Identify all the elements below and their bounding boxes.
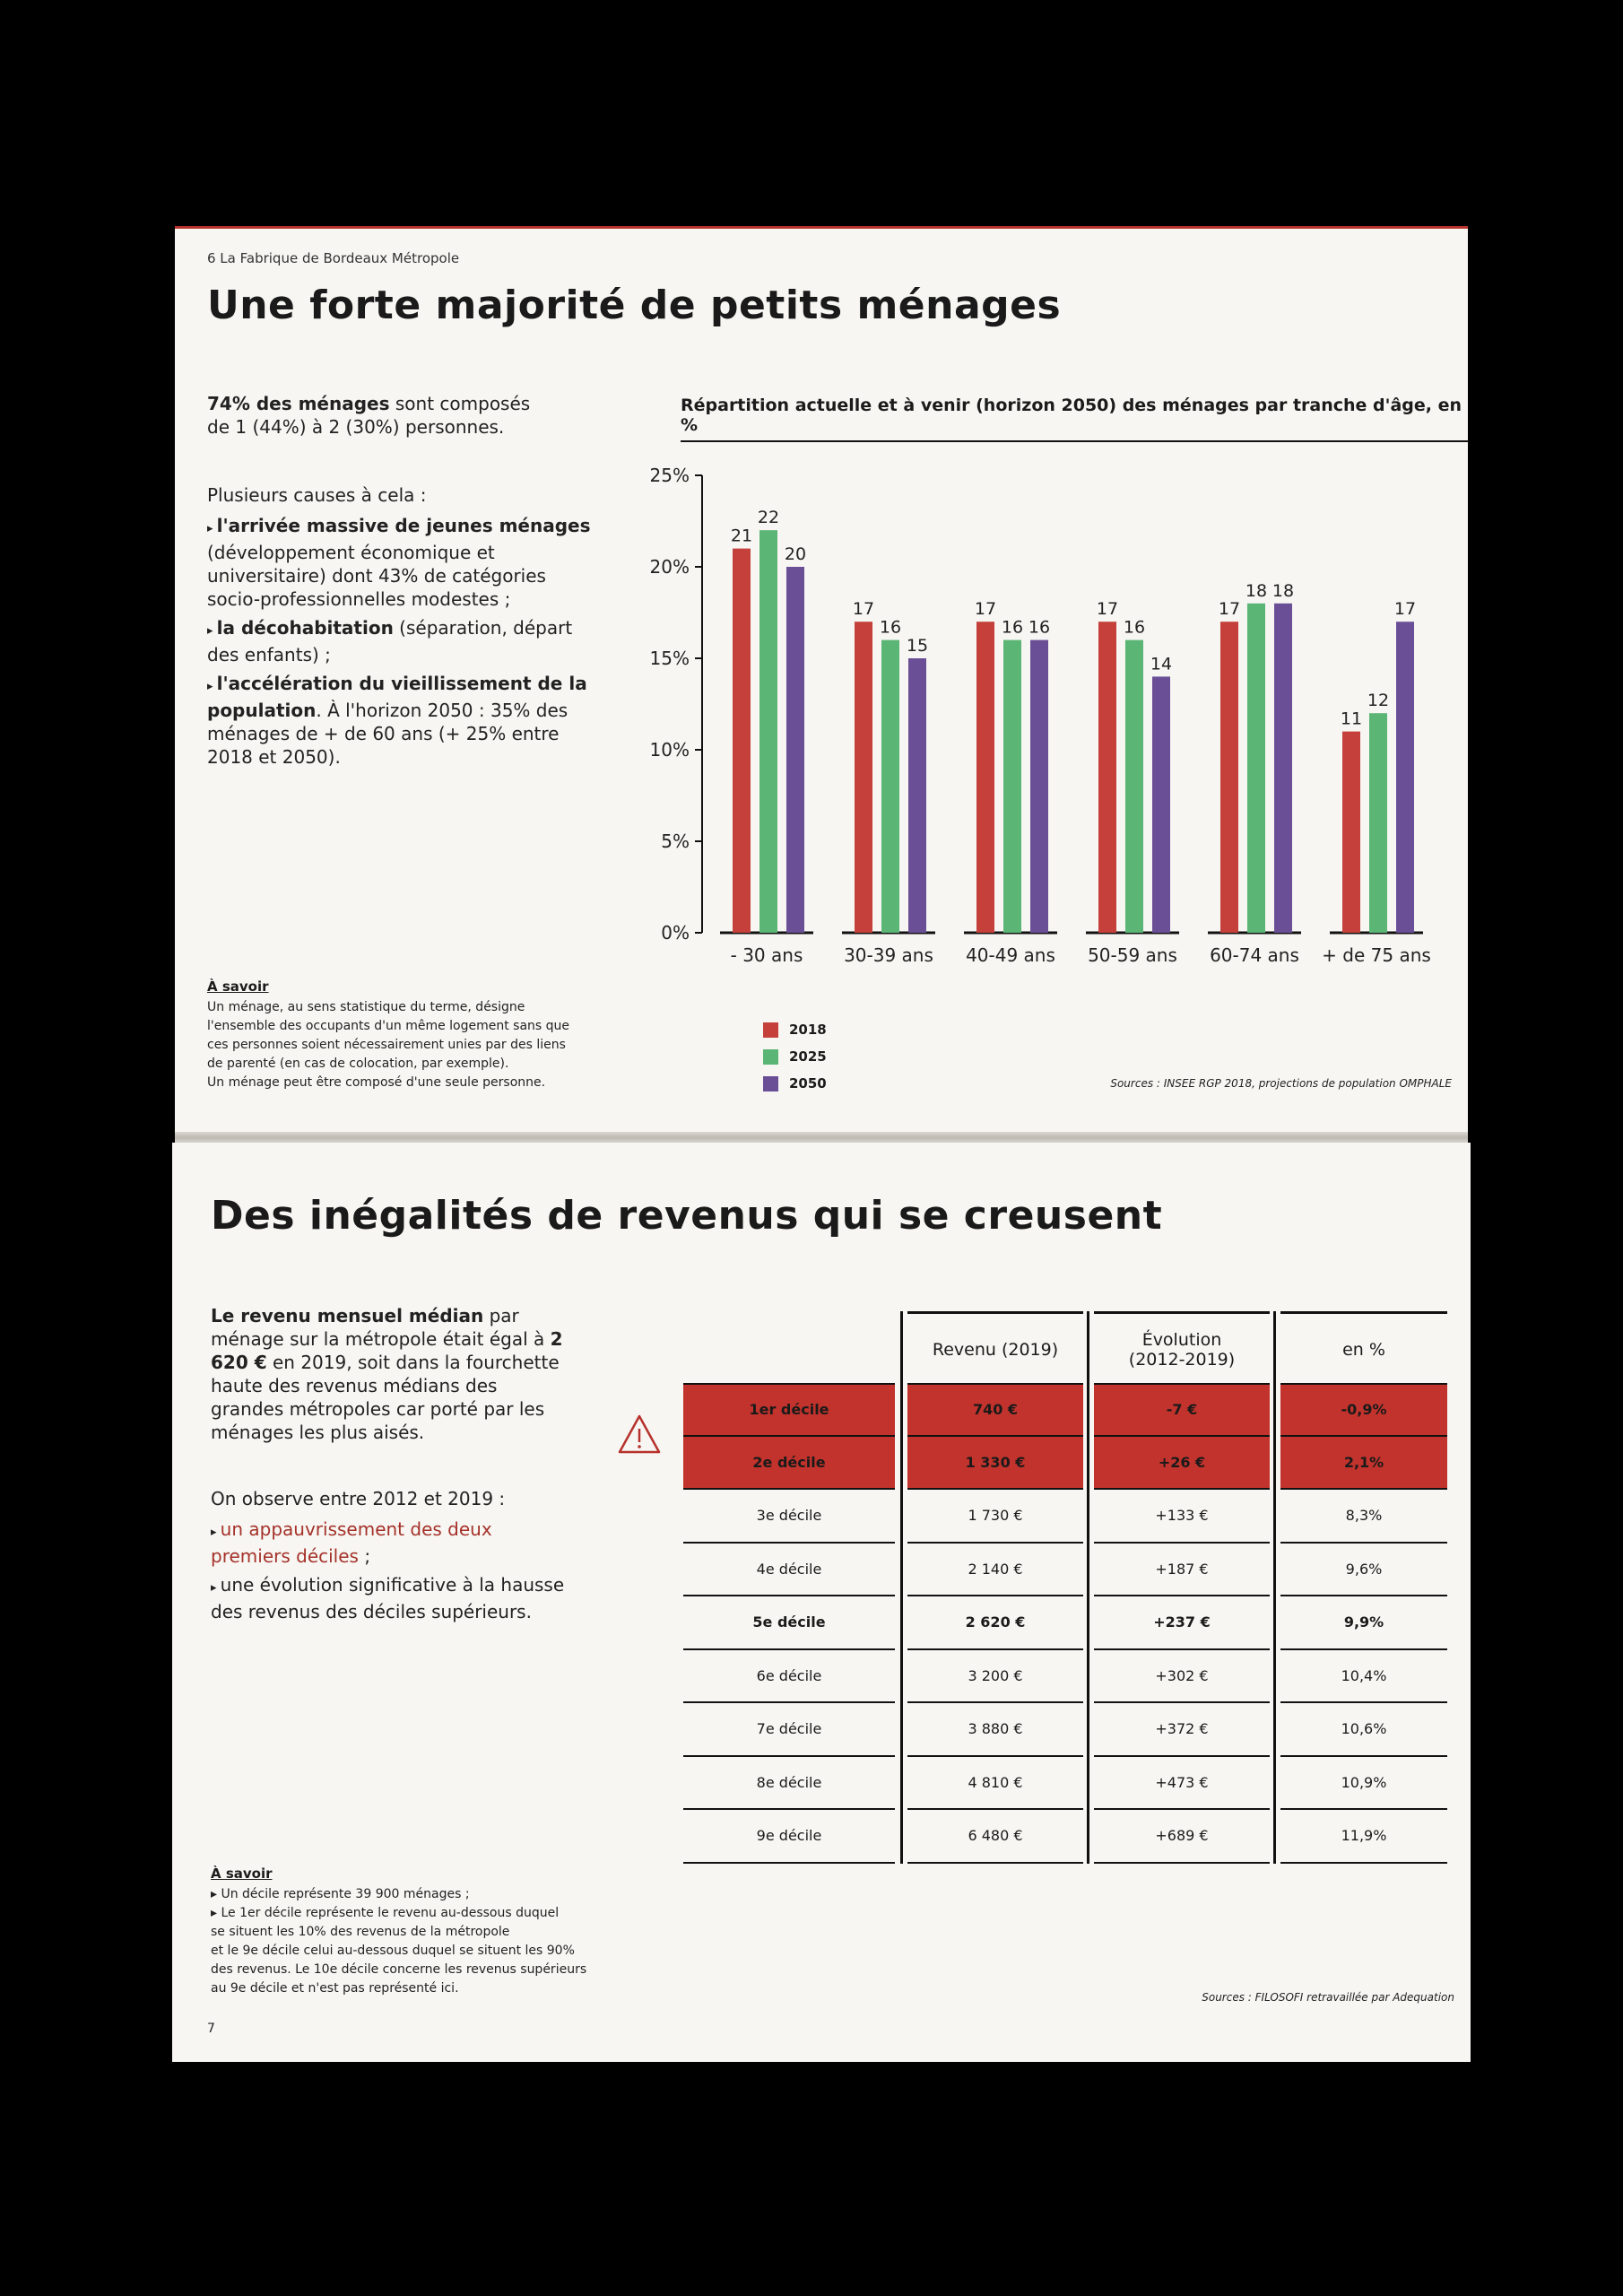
y-tick-label: 15%	[649, 648, 690, 669]
causes-block	[207, 483, 593, 769]
column-divider	[1087, 1311, 1089, 1864]
bar-2025-5	[1369, 713, 1387, 933]
median-paragraph: Le revenu mensuel médian par ménage sur la métropole était égal à 2 620 € en 2019, soit dans la fourchette haute des revenus médians des grandes métropoles car porté par les ménages les plus aisés.	[211, 1305, 563, 1443]
observe-item: ▸ un appauvrissement des deux premiers déciles ;	[211, 1518, 569, 1568]
table-cell-evolution: +26 €	[1094, 1437, 1270, 1491]
table-cell-revenu: 3 200 €	[907, 1650, 1083, 1704]
x-tick-label: 40-49 ans	[966, 944, 1055, 966]
table-cell-revenu: 1 330 €	[907, 1437, 1083, 1491]
column-divider	[900, 1311, 903, 1864]
observe-label: On observe entre 2012 et 2019 :	[211, 1488, 506, 1509]
data-label: 12	[1367, 691, 1390, 711]
data-label: 17	[852, 599, 875, 620]
table-cell-decile: 8e décile	[683, 1757, 895, 1811]
warning-triangle-icon	[617, 1413, 662, 1455]
note-title: À savoir	[211, 1866, 273, 1882]
bar-2025-3	[1125, 640, 1143, 933]
legend-swatch	[763, 1049, 778, 1065]
data-label: 14	[1150, 654, 1173, 674]
bar-2050-3	[1152, 676, 1170, 933]
table-cell-decile: 5e décile	[683, 1596, 895, 1650]
table-cell-revenu: 4 810 €	[907, 1757, 1083, 1811]
table-cell-revenu: 6 480 €	[907, 1810, 1083, 1864]
table-cell-evolution: +302 €	[1094, 1650, 1270, 1704]
table-cell-decile: 2e décile	[683, 1437, 895, 1491]
table-cell-pct: -0,9%	[1280, 1383, 1447, 1437]
legend-item-2025: 2025	[763, 1048, 827, 1065]
data-label: 11	[1340, 709, 1363, 729]
chart-source: Sources : INSEE RGP 2018, projections de population OMPHALE	[1110, 1077, 1452, 1090]
running-head: 6 La Fabrique de Bordeaux Métropole	[207, 250, 460, 266]
intro-bold: 74% des ménages	[207, 393, 390, 414]
intro-text: sont composés de 1 (44%) à 2 (30%) personnes.	[207, 393, 531, 438]
table-cell-revenu: 740 €	[907, 1383, 1083, 1437]
table-cell-revenu: 1 730 €	[907, 1490, 1083, 1544]
chart-title: Répartition actuelle et à venir (horizon 2050) des ménages par tranche d'âge, en %	[681, 396, 1468, 442]
table-cell-pct: 8,3%	[1280, 1490, 1447, 1544]
data-label: 17	[1096, 599, 1119, 620]
note-title: À savoir	[207, 978, 269, 995]
data-label: 17	[974, 599, 997, 620]
observe-item: ▸ une évolution significative à la hausse des revenus des déciles supérieurs.	[211, 1573, 569, 1623]
table-cell-decile: 3e décile	[683, 1490, 895, 1544]
data-label: 15	[906, 636, 929, 656]
data-label: 17	[1393, 599, 1417, 620]
income-table	[683, 1311, 1454, 1867]
data-label: 18	[1245, 580, 1268, 601]
table-cell-pct: 10,9%	[1280, 1757, 1447, 1811]
legend-swatch	[763, 1022, 778, 1038]
y-tick-label: 5%	[661, 831, 690, 852]
cause-item: ▸ la décohabitation (séparation, départ des enfants) ;	[207, 616, 593, 666]
data-label: 16	[1028, 617, 1051, 638]
table-cell-decile: 9e décile	[683, 1810, 895, 1864]
table-cell-evolution: +187 €	[1094, 1544, 1270, 1597]
x-tick-label: 50-59 ans	[1088, 944, 1177, 966]
page-6	[175, 226, 1468, 1145]
table-cell-evolution: +237 €	[1094, 1596, 1270, 1650]
legend-item-2050: 2050	[763, 1075, 827, 1091]
table-header-cell: Revenu (2019)	[907, 1311, 1083, 1386]
table-cell-revenu: 3 880 €	[907, 1703, 1083, 1757]
bar-2050-5	[1396, 622, 1414, 933]
data-label: 20	[784, 544, 807, 564]
intro-paragraph	[207, 392, 548, 439]
table-cell-evolution: +473 €	[1094, 1757, 1270, 1811]
table-cell-decile: 1er décile	[683, 1383, 895, 1437]
data-label: 22	[757, 508, 780, 528]
table-source: Sources : FILOSOFI retravaillée par Adequation	[1202, 1991, 1454, 2004]
y-tick-label: 0%	[661, 922, 690, 944]
table-cell-pct: 2,1%	[1280, 1437, 1447, 1491]
data-label: 16	[1123, 617, 1146, 638]
table-cell-evolution: +689 €	[1094, 1810, 1270, 1864]
x-tick-label: + de 75 ans	[1322, 944, 1431, 966]
x-tick-label: 60-74 ans	[1210, 944, 1299, 966]
x-tick-label: 30-39 ans	[844, 944, 933, 966]
causes-label: Plusieurs causes à cela :	[207, 484, 427, 506]
bar-2018-1	[855, 622, 872, 933]
table-cell-evolution: +133 €	[1094, 1490, 1270, 1544]
data-label: 21	[730, 526, 753, 546]
bar-2050-4	[1274, 604, 1292, 933]
note-text: Un ménage, au sens statistique du terme, désigne l'ensemble des occupants d'un même logement sans que ces personnes soient nécessairement unies par des liens de parenté (en cas de colocation, par exemple). Un ménage peut être composé d'une seule personne.	[207, 1000, 570, 1090]
bar-2025-1	[881, 640, 899, 933]
cause-item: ▸ l'arrivée massive de jeunes ménages (développement économique et universitaire) dont 43% de catégories socio-professionnelles modestes ;	[207, 514, 593, 611]
observation-block	[211, 1487, 569, 1623]
table-cell-pct: 9,9%	[1280, 1596, 1447, 1650]
bar-2018-4	[1220, 622, 1238, 933]
table-cell-evolution: -7 €	[1094, 1383, 1270, 1437]
table-cell-decile: 7e décile	[683, 1703, 895, 1757]
data-label: 17	[1218, 599, 1241, 620]
table-cell-decile: 6e décile	[683, 1650, 895, 1704]
bar-2050-2	[1030, 640, 1048, 933]
legend-swatch	[763, 1076, 778, 1091]
table-cell-pct: 10,4%	[1280, 1650, 1447, 1704]
y-tick-label: 20%	[649, 556, 690, 578]
bar-2025-4	[1247, 604, 1265, 933]
bar-2018-2	[976, 622, 994, 933]
bar-2018-0	[733, 549, 751, 933]
table-cell-revenu: 2 140 €	[907, 1544, 1083, 1597]
y-tick-label: 10%	[649, 739, 690, 761]
data-label: 18	[1271, 580, 1295, 601]
table-cell-revenu: 2 620 €	[907, 1596, 1083, 1650]
table-cell-pct: 9,6%	[1280, 1544, 1447, 1597]
bar-2025-2	[1003, 640, 1021, 933]
bar-chart	[649, 453, 1448, 973]
table-cell-pct: 11,9%	[1280, 1810, 1447, 1864]
note-text: ▸ Un décile représente 39 900 ménages ; ▸ Le 1er décile représente le revenu au-dessous duquel se situent les 10% des revenus de la métropole et le 9e décile celui au-dessous duquel se situent les 90% des revenus. Le 10e décile concerne les revenus supérieurs au 9e décile et n'est pas représenté ici.	[211, 1887, 587, 1996]
bar-2050-0	[786, 567, 804, 933]
page-title: Des inégalités de revenus qui se creusent	[211, 1193, 1163, 1239]
y-tick-label: 25%	[649, 465, 690, 486]
table-cell-evolution: +372 €	[1094, 1703, 1270, 1757]
x-tick-label: - 30 ans	[730, 944, 803, 966]
data-label: 16	[1001, 617, 1024, 638]
column-divider	[1273, 1311, 1276, 1864]
legend-item-2018: 2018	[763, 1022, 827, 1038]
table-cell-pct: 10,6%	[1280, 1703, 1447, 1757]
page-number: 7	[207, 2022, 215, 2036]
table-header-cell: Évolution (2012-2019)	[1094, 1311, 1270, 1386]
bar-2018-3	[1098, 622, 1116, 933]
page-title: Une forte majorité de petits ménages	[207, 283, 1062, 328]
cause-item: ▸ l'accélération du vieillissement de la population. À l'horizon 2050 : 35% des ménages de + de 60 ans (+ 25% entre 2018 et 2050).	[207, 672, 593, 769]
bar-2025-0	[759, 530, 777, 933]
page-7	[172, 1143, 1471, 2062]
bar-2018-5	[1342, 732, 1360, 933]
bar-2050-1	[908, 658, 926, 933]
table-header-cell: en %	[1280, 1311, 1447, 1386]
table-cell-decile: 4e décile	[683, 1544, 895, 1597]
data-label: 16	[879, 617, 902, 638]
